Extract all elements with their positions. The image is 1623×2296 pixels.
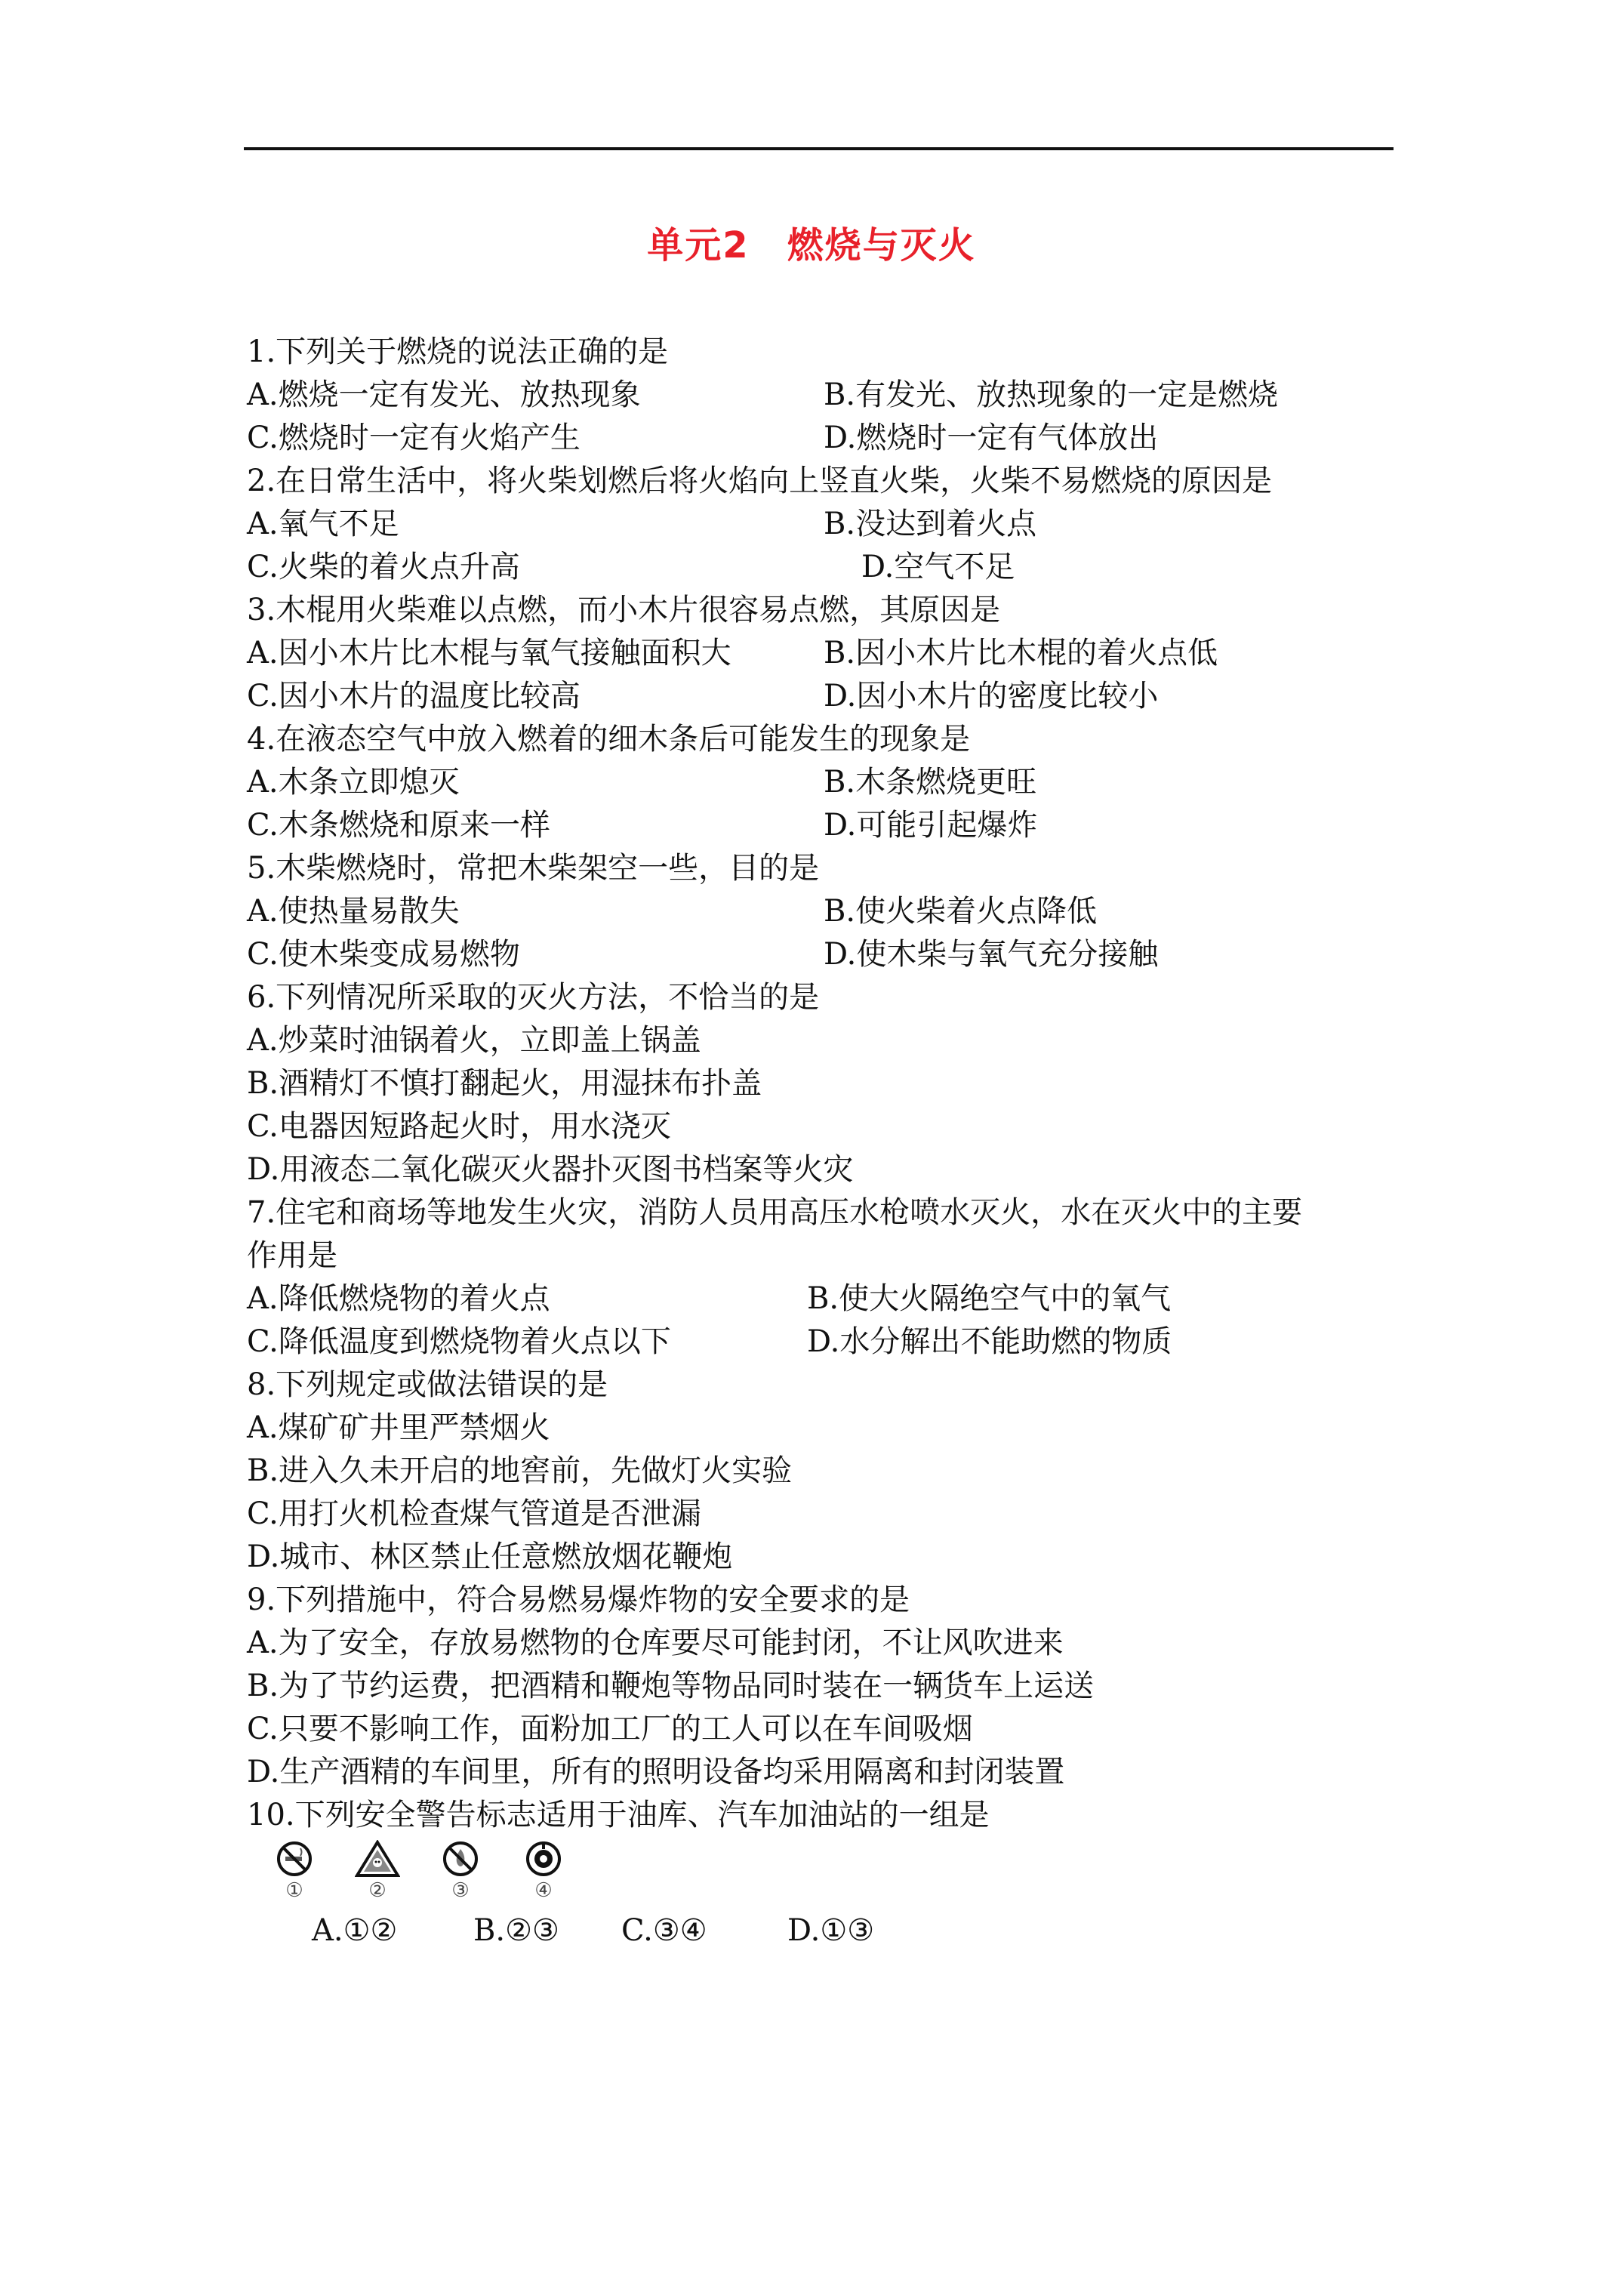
option: A.因小木片比木棍与氧气接触面积大 [247, 636, 731, 670]
question-stem: 9.下列措施中，符合易燃易爆炸物的安全要求的是 [247, 1583, 910, 1617]
sign-label: ③ [451, 1879, 470, 1902]
option: C.火柴的着火点升高 [247, 550, 520, 584]
option-row [247, 1277, 1394, 1321]
no-smoking-sign-icon [276, 1840, 313, 1878]
header-rule [244, 147, 1394, 150]
option: B.使火柴着火点降低 [824, 894, 1098, 929]
question-stem: 7.住宅和商场等地发生火灾，消防人员用高压水枪喷水灭火，水在灭火中的主要 [247, 1195, 1303, 1230]
option: B.酒精灯不慎打翻起火，用湿抹布扑盖 [247, 1066, 762, 1101]
option: B.②③ [473, 1913, 559, 1948]
sign-4 [519, 1840, 568, 1902]
toxic-warning-sign-icon [355, 1840, 400, 1878]
option: A.煤矿矿井里严禁烟火 [247, 1410, 550, 1445]
question-stem: 2.在日常生活中，将火柴划燃后将火焰向上竖直火柴，火柴不易燃烧的原因是 [247, 464, 1273, 498]
sign-1 [269, 1840, 319, 1902]
sign-2 [353, 1840, 402, 1902]
option-row [247, 503, 1394, 546]
option-row [247, 632, 1394, 675]
option-row [247, 374, 1394, 417]
corrosive-sign-icon [525, 1840, 562, 1878]
option: A.①② [312, 1913, 398, 1948]
option-row [247, 1908, 1394, 1953]
option: D.用液态二氧化碳灭火器扑灭图书档案等火灾 [247, 1152, 854, 1187]
option-row [247, 804, 1394, 847]
option: B.因小木片比木棍的着火点低 [824, 636, 1218, 670]
option: B.为了节约运费，把酒精和鞭炮等物品同时装在一辆货车上运送 [247, 1669, 1095, 1703]
sign-label: ④ [534, 1879, 553, 1902]
option-row [247, 761, 1394, 804]
option: B.进入久未开启的地窖前，先做灯火实验 [247, 1453, 793, 1488]
option: B.使大火隔绝空气中的氧气 [807, 1281, 1172, 1316]
question-stem: 4.在液态空气中放入燃着的细木条后可能发生的现象是 [247, 722, 971, 757]
sign-label: ② [368, 1879, 387, 1902]
question-stem: 10.下列安全警告标志适用于油库、汽车加油站的一组是 [247, 1798, 990, 1832]
warning-signs-row [247, 1840, 1394, 1902]
option-row [247, 417, 1394, 460]
option: C.只要不影响工作，面粉加工厂的工人可以在车间吸烟 [247, 1712, 973, 1746]
option: A.燃烧一定有发光、放热现象 [247, 378, 641, 412]
question-list [247, 331, 1394, 1953]
question-stem: 5.木柴燃烧时，常把木柴架空一些，目的是 [247, 851, 820, 886]
option: C.降低温度到燃烧物着火点以下 [247, 1324, 671, 1359]
option-row [247, 546, 1394, 589]
option: D.水分解出不能助燃的物质 [807, 1324, 1172, 1359]
option-row [247, 890, 1394, 933]
option: C.木条燃烧和原来一样 [247, 808, 550, 843]
option: A.氧气不足 [247, 507, 399, 541]
option: B.没达到着火点 [824, 507, 1037, 541]
option: D.生产酒精的车间里，所有的照明设备均采用隔离和封闭装置 [247, 1755, 1065, 1789]
no-open-flame-sign-icon [442, 1840, 479, 1878]
option-row [247, 1321, 1394, 1364]
option: B.有发光、放热现象的一定是燃烧 [824, 378, 1279, 412]
option-row [247, 933, 1394, 976]
option: D.空气不足 [861, 550, 1015, 584]
question-stem-continued: 作用是 [247, 1238, 337, 1273]
option: C.③④ [621, 1913, 707, 1948]
question-stem: 8.下列规定或做法错误的是 [247, 1367, 608, 1402]
option: D.城市、林区禁止任意燃放烟花鞭炮 [247, 1539, 733, 1574]
option: C.用打火机检查煤气管道是否泄漏 [247, 1496, 701, 1531]
option: D.因小木片的密度比较小 [824, 679, 1159, 713]
option: A.为了安全，存放易燃物的仓库要尽可能封闭，不让风吹进来 [247, 1626, 1064, 1660]
option: B.木条燃烧更旺 [824, 765, 1037, 800]
option: A.降低燃烧物的着火点 [247, 1281, 550, 1316]
question-stem: 1.下列关于燃烧的说法正确的是 [247, 334, 669, 369]
option: C.因小木片的温度比较高 [247, 679, 581, 713]
option: D.使木柴与氧气充分接触 [824, 937, 1159, 972]
option: A.使热量易散失 [247, 894, 460, 929]
page-title: 单元2 燃烧与灭火 [647, 224, 976, 267]
option: A.炒菜时油锅着火，立即盖上锅盖 [247, 1023, 701, 1058]
option: C.燃烧时一定有火焰产生 [247, 421, 581, 455]
option-row [247, 675, 1394, 718]
question-stem: 6.下列情况所采取的灭火方法，不恰当的是 [247, 980, 820, 1015]
sign-label: ① [285, 1879, 303, 1902]
option: D.燃烧时一定有气体放出 [824, 421, 1159, 455]
option: A.木条立即熄灭 [247, 765, 460, 800]
option: C.电器因短路起火时，用水浇灭 [247, 1109, 671, 1144]
question-stem: 3.木棍用火柴难以点燃，而小木片很容易点燃，其原因是 [247, 593, 1001, 627]
sign-3 [436, 1840, 485, 1902]
option: C.使木柴变成易燃物 [247, 937, 520, 972]
option: D.可能引起爆炸 [824, 808, 1038, 843]
option: D.①③ [787, 1913, 875, 1948]
